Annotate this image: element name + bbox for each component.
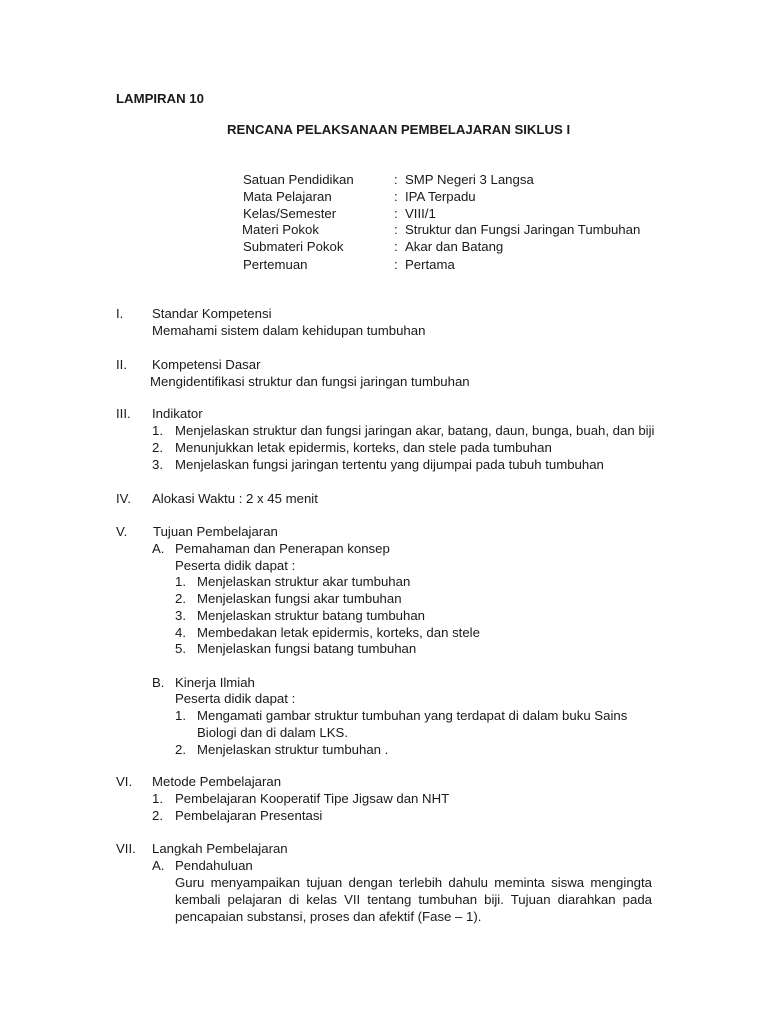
section-number: III. [116,406,131,421]
subsection-lead: Peserta didik dapat : [175,558,296,573]
list-item: Menjelaskan fungsi batang tumbuhan [197,641,417,656]
paragraph [175,874,652,925]
section-number: II. [116,357,127,372]
section-number: IV. [116,491,131,506]
list-item: Menjelaskan struktur dan fungsi jaringan akar, batang, daun, bunga, buah, dan biji [175,423,655,438]
list-item: Pembelajaran Kooperatif Tipe Jigsaw dan NHT [175,791,450,806]
identity-colon: : [394,257,398,272]
subsection-lead: Peserta didik dapat : [175,691,296,706]
identity-label: Submateri Pokok [243,239,344,254]
list-item: Membedakan letak epidermis, korteks, dan stele [197,625,480,640]
list-item: Mengamati gambar struktur tumbuhan yang terdapat di dalam buku Sains [197,708,628,723]
identity-value: VIII/1 [405,206,436,221]
list-number: 5. [175,641,186,656]
subsection-letter: A. [152,858,165,873]
identity-value: SMP Negeri 3 Langsa [405,172,534,187]
section-number: VI. [116,774,133,789]
list-number: 1. [152,791,163,806]
list-number: 1. [175,574,186,589]
identity-value: Pertama [405,257,455,272]
identity-label: Kelas/Semester [243,206,337,221]
subsection-letter: B. [152,675,165,690]
list-number: 1. [175,708,186,723]
section-title: Tujuan Pembelajaran [153,524,278,539]
subsection-letter: A. [152,541,165,556]
section-text: Memahami sistem dalam kehidupan tumbuhan [152,323,426,338]
section-title: Standar Kompetensi [152,306,272,321]
section-text: Mengidentifikasi struktur dan fungsi jaringan tumbuhan [150,374,470,389]
list-number: 3. [152,457,163,472]
subsection-title: Kinerja Ilmiah [175,675,255,690]
document-title: RENCANA PELAKSANAAN PEMBELAJARAN SIKLUS I [227,122,571,137]
identity-colon: : [394,222,398,237]
list-item-continuation: Biologi dan di dalam LKS. [197,725,349,740]
section-number: VII. [116,841,136,856]
list-item: Menjelaskan struktur akar tumbuhan [197,574,411,589]
list-item: Menjelaskan struktur tumbuhan . [197,742,389,757]
section-title: Indikator [152,406,203,421]
identity-colon: : [394,189,398,204]
identity-value: IPA Terpadu [405,189,476,204]
subsection-title: Pemahaman dan Penerapan konsep [175,541,390,556]
identity-label: Pertemuan [243,257,308,272]
section-title: Alokasi Waktu : 2 x 45 menit [152,491,318,506]
section-title: Langkah Pembelajaran [152,841,288,856]
list-number: 4. [175,625,186,640]
list-item: Menjelaskan fungsi jaringan tertentu yang dijumpai pada tubuh tumbuhan [175,457,604,472]
section-title: Metode Pembelajaran [152,774,282,789]
list-number: 1. [152,423,163,438]
lampiran-label: LAMPIRAN 10 [116,91,204,106]
subsection-title: Pendahuluan [175,858,253,873]
section-number: V. [116,524,128,539]
identity-colon: : [394,172,398,187]
list-item: Menjelaskan fungsi akar tumbuhan [197,591,402,606]
list-item: Menunjukkan letak epidermis, korteks, dan stele pada tumbuhan [175,440,552,455]
list-number: 2. [175,591,186,606]
identity-value: Struktur dan Fungsi Jaringan Tumbuhan [405,222,641,237]
identity-label: Mata Pelajaran [243,189,332,204]
list-number: 2. [175,742,186,757]
paragraph-text: Guru menyampaikan tujuan dengan terlebih dahulu meminta siswa mengingta kembali pelajaran di kelas VII tentang tumbuhan biji. Tujuan diarahkan pada pencapaian substansi, proses dan afektif (Fase – 1). [175,875,652,924]
list-number: 2. [152,440,163,455]
list-number: 2. [152,808,163,823]
identity-colon: : [394,239,398,254]
identity-value: Akar dan Batang [405,239,504,254]
section-number: I. [116,306,124,321]
list-number: 3. [175,608,186,623]
section-title: Kompetensi Dasar [152,357,261,372]
list-item: Pembelajaran Presentasi [175,808,323,823]
list-item: Menjelaskan struktur batang tumbuhan [197,608,425,623]
identity-colon: : [394,206,398,221]
identity-label: Materi Pokok [242,222,319,237]
identity-label: Satuan Pendidikan [243,172,354,187]
